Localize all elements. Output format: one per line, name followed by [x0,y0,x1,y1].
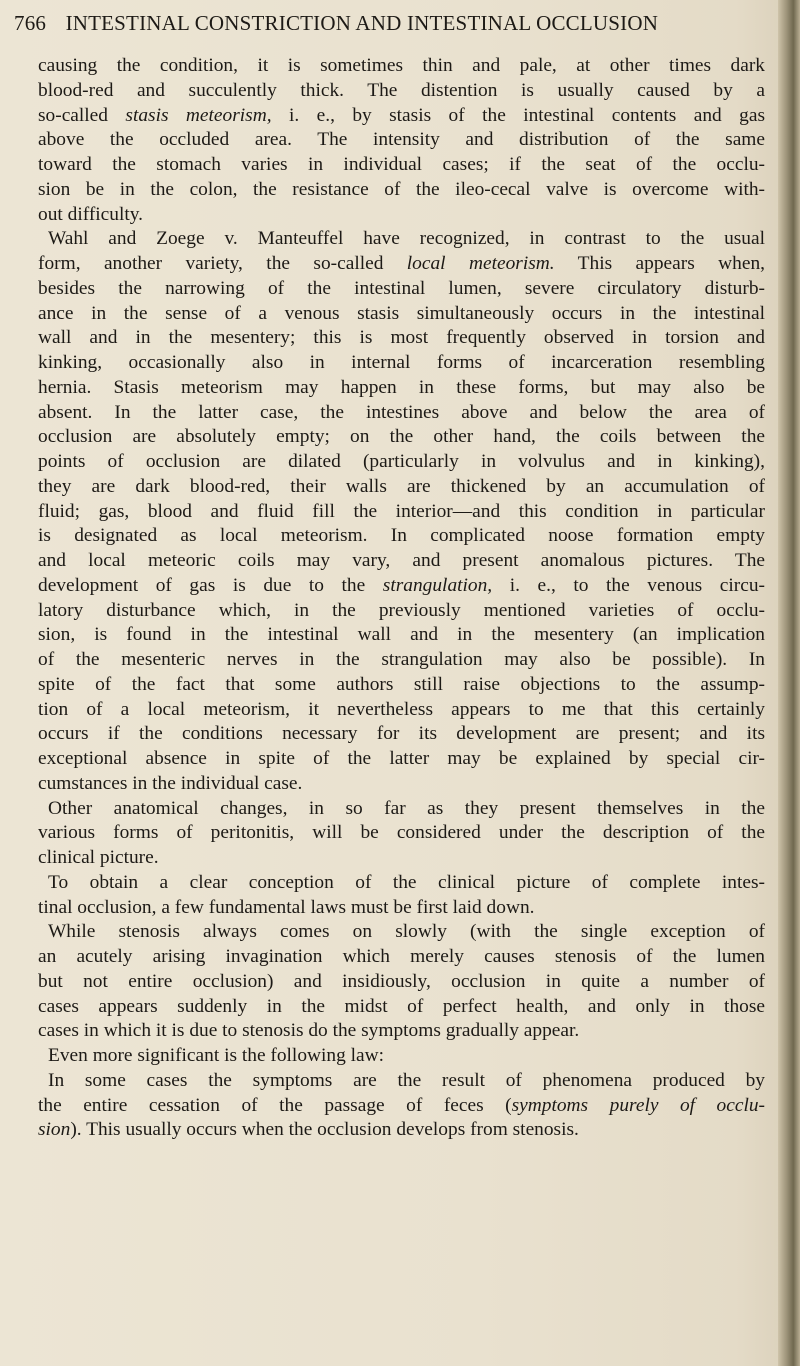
text-line [38,747,765,772]
italic-term: local meteorism. [406,253,555,274]
line-text: fluid; gas, blood and fluid fill the interior—and this condition in particular [38,500,765,522]
text-line [38,104,765,129]
line-text: i. e., by stasis of the intestinal contents and gas [271,104,765,126]
text-line [38,648,765,673]
line-text: This appears when, [554,253,765,274]
text-line [38,920,765,945]
text-line [38,1044,765,1069]
line-text: toward the stomach varies in individual cases; if the seat of the occlu- [38,154,765,175]
line-text: development of gas is due to the [38,574,383,596]
line-text: and local meteoric coils may vary, and present anomalous pictures. The [38,550,765,571]
line-text: latory disturbance which, in the previously mentioned varieties of occlu- [38,599,765,621]
italic-term: symptoms purely of occlu- [511,1094,766,1116]
text-line [38,599,765,624]
text-line [38,673,765,698]
text-line [38,772,765,797]
line-text: points of occlusion are dilated (particularly in volvulus and in kinking), [38,451,765,472]
text-line [38,54,765,79]
line-text: form, another variety, the so-called [38,253,407,274]
text-line [38,326,765,351]
line-text: so-called [38,104,126,126]
line-text: is designated as local meteorism. In complicated noose formation empty [38,525,765,547]
text-line [38,79,765,104]
text-line [38,970,765,995]
page-gutter-shadow [778,0,800,1366]
italic-term: sion [38,1119,71,1141]
line-text: Wahl and Zoege v. Manteuffel have recognized, in contrast to the usual [48,228,765,250]
line-text: cases appears suddenly in the midst of perfect health, and only in those [38,995,765,1017]
italic-term: strangulation, [382,574,493,596]
text-line [38,722,765,747]
text-line [38,128,765,153]
text-line [38,549,765,574]
text-line [38,1094,765,1119]
text-line [38,1019,765,1044]
text-line [38,1118,765,1143]
text-line [38,945,765,970]
text-line [38,896,765,921]
line-text: ance in the sense of a venous stasis simultaneously occurs in the intestinal [38,302,765,324]
line-text: besides the narrowing of the intestinal lumen, severe circulatory disturb- [38,277,765,299]
text-line [38,153,765,178]
text-line [38,797,765,822]
text-line [38,425,765,450]
line-text: sion, is found in the intestinal wall and in the mesentery (an implication [38,624,765,646]
line-text: While stenosis always comes on slowly (with the single exception of [48,921,765,943]
text-line [38,821,765,846]
text-line [38,376,765,401]
page-header [14,8,774,38]
line-text: i. e., to the venous circu- [492,574,765,596]
line-text: causing the condition, it is sometimes thin and pale, at other times dark [38,55,765,76]
line-text: clinical picture. [38,847,159,868]
line-text: occlusion are absolutely empty; on the other hand, the coils between the [38,426,765,448]
text-line [38,623,765,648]
line-text: Other anatomical changes, in so far as they present themselves in the [48,797,765,819]
line-text: absent. In the latter case, the intestines above and below the area of [38,401,765,423]
line-text: Even more significant is the following law: [48,1045,385,1066]
page-number: 766 [14,11,47,35]
line-text: spite of the fact that some authors still raise objections to the assump- [38,673,765,695]
line-text: blood-red and succulently thick. The distention is usually caused by a [38,79,765,101]
line-text: of the mesenteric nerves in the strangulation may also be possible). In [38,649,765,670]
line-text: various forms of peritonitis, will be considered under the description of the [38,822,765,844]
line-text: an acutely arising invagination which merely causes stenosis of the lumen [38,946,765,967]
line-text: kinking, occasionally also in internal forms of incarceration resembling [38,352,765,373]
text-line [38,500,765,525]
text-line [38,277,765,302]
line-text: To obtain a clear conception of the clinical picture of complete intes- [48,871,765,893]
text-line [38,203,765,228]
text-line [38,995,765,1020]
line-text: exceptional absence in spite of the latter may be explained by special cir- [38,748,765,769]
text-line [38,846,765,871]
text-line [38,524,765,549]
text-line [38,401,765,426]
text-line [38,227,765,252]
running-title: INTESTINAL CONSTRICTION AND INTESTINAL OCCLUSION [65,11,659,35]
text-line [38,1069,765,1094]
text-line [38,302,765,327]
line-text: In some cases the symptoms are the result of phenomena produced by [48,1069,765,1091]
text-line [38,450,765,475]
line-text: above the occluded area. The intensity and distribution of the same [38,129,765,151]
line-text: occurs if the conditions necessary for its development are present; and its [38,723,765,745]
text-line [38,871,765,896]
line-text: wall and in the mesentery; this is most frequently observed in torsion and [38,327,765,349]
text-line [38,475,765,500]
line-text: tion of a local meteorism, it nevertheless appears to me that this certainly [38,698,765,720]
line-text: cases in which it is due to stenosis do the symptoms gradually appear. [38,1020,580,1042]
line-text: out difficulty. [38,203,144,225]
line-text: tinal occlusion, a few fundamental laws must be first laid down. [38,896,535,918]
body-text [38,54,765,1143]
line-text: cumstances in the individual case. [38,772,303,794]
text-line [38,252,765,277]
text-line [38,351,765,376]
text-line [38,574,765,599]
line-text: the entire cessation of the passage of feces ( [38,1094,512,1116]
text-line [38,698,765,723]
line-text: they are dark blood-red, their walls are thickened by an accumulation of [38,475,765,497]
text-line [38,178,765,203]
line-text: but not entire occlusion) and insidiously, occlusion in quite a number of [38,970,765,992]
line-text: ). This usually occurs when the occlusion develops from stenosis. [70,1119,579,1141]
line-text: sion be in the colon, the resistance of the ileo-cecal valve is overcome with- [38,178,765,200]
line-text: hernia. Stasis meteorism may happen in these forms, but may also be [38,376,765,398]
italic-term: stasis meteorism, [125,104,272,126]
